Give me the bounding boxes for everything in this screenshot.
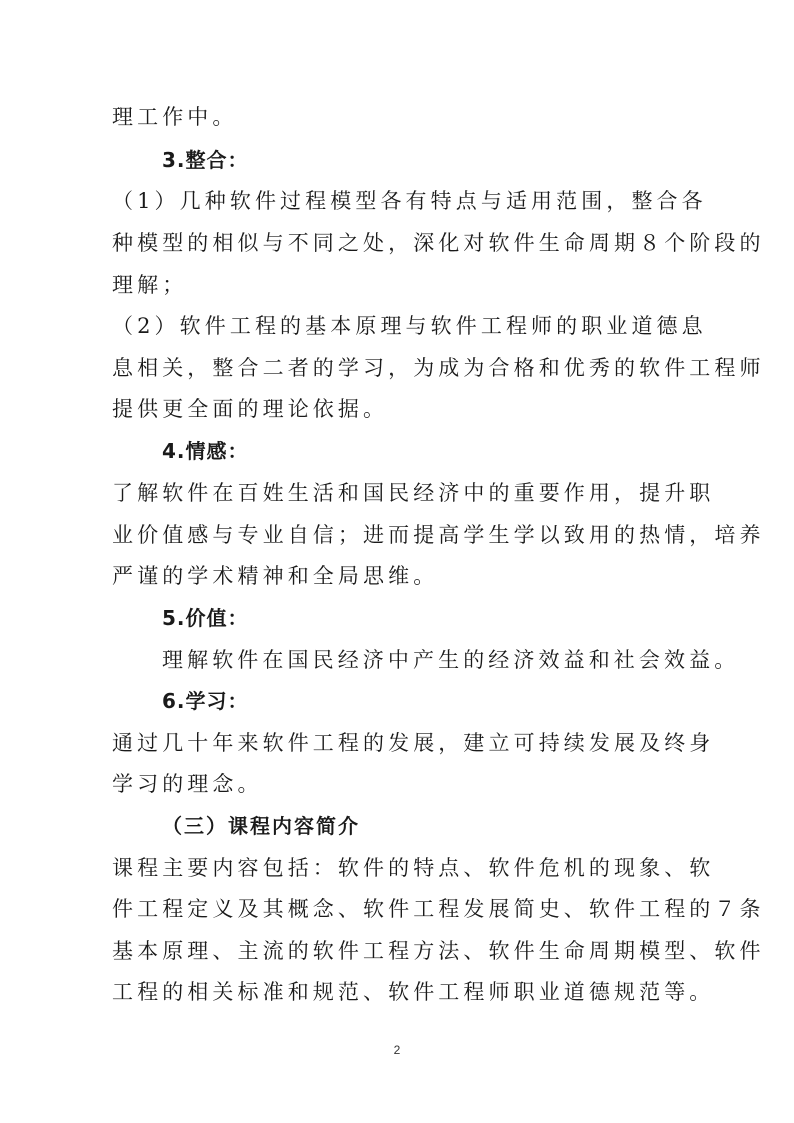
page-number: 2 <box>393 1043 401 1057</box>
paragraph-line: 通过几十年来软件工程的发展，建立可持续发展及终身 <box>112 731 715 755</box>
paragraph-line: （1）几种软件过程模型各有特点与适用范围，整合各 <box>112 189 707 213</box>
paragraph-line: 理工作中。 <box>112 105 238 129</box>
paragraph-line: 工程的相关标准和规范、软件工程师职业道德规范等。 <box>112 980 715 1004</box>
paragraph-line: 学习的理念。 <box>112 772 263 796</box>
paragraph-line: 了解软件在百姓生活和国民经济中的重要作用，提升职 <box>112 481 715 505</box>
paragraph-line: 息相关，整合二者的学习，为成为合格和优秀的软件工程师 <box>112 356 765 380</box>
paragraph-line: 理解软件在国民经济中产生的经济效益和社会效益。 <box>162 648 740 672</box>
paragraph-line: 基本原理、主流的软件工程方法、软件生命周期模型、软件 <box>112 939 765 963</box>
paragraph-line: 课程主要内容包括：软件的特点、软件危机的现象、软 <box>112 856 715 880</box>
heading-value: 5.价值： <box>162 606 249 630</box>
paragraph-line: 件工程定义及其概念、软件工程发展简史、软件工程的７条 <box>112 897 765 921</box>
heading-emotion: 4.情感： <box>162 439 249 463</box>
heading-integration: 3.整合： <box>162 148 249 172</box>
heading-learning: 6.学习： <box>162 689 249 713</box>
paragraph-line: 提供更全面的理论依据。 <box>112 397 389 421</box>
heading-course-intro: （三）课程内容简介 <box>162 814 360 838</box>
paragraph-line: 严谨的学术精神和全局思维。 <box>112 564 439 588</box>
paragraph-line: 理解； <box>112 273 188 297</box>
paragraph-line: （2）软件工程的基本原理与软件工程师的职业道德息 <box>112 314 707 338</box>
paragraph-line: 种模型的相似与不同之处，深化对软件生命周期８个阶段的 <box>112 231 765 255</box>
paragraph-line: 业价值感与专业自信；进而提高学生学以致用的热情，培养 <box>112 523 765 547</box>
